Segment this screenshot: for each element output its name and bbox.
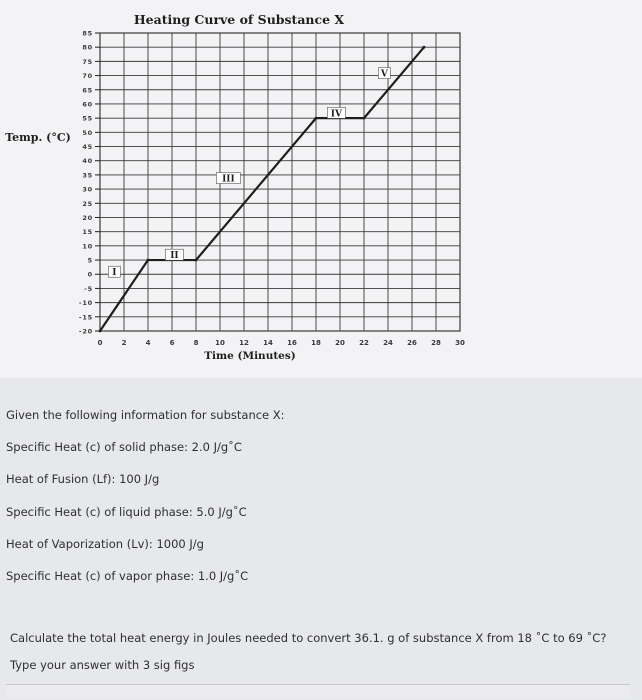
heat-of-vaporization: Heat of Vaporization (Lv): 1000 J/g (6, 537, 204, 551)
x-tick-label: 6 (169, 339, 175, 347)
question-instruction: Type your answer with 3 sig figs (10, 658, 195, 672)
data-point (363, 117, 366, 120)
y-tick-label: 70 (82, 72, 93, 81)
chart-title: Heating Curve of Substance X (133, 12, 345, 27)
region-label: IV (330, 109, 343, 120)
y-tick-label: 50 (82, 128, 93, 137)
x-tick-label: 18 (311, 339, 321, 347)
grid (100, 33, 460, 331)
y-tick-label: -15 (78, 313, 93, 322)
y-tick-label: 0 (87, 270, 93, 279)
y-tick-label: -20 (78, 327, 93, 336)
specific-heat-liquid: Specific Heat (c) of liquid phase: 5.0 J/g˚C (6, 505, 247, 519)
info-intro: Given the following information for substance X: (6, 408, 285, 422)
x-tick-label: 30 (455, 339, 465, 347)
plot-frame (100, 33, 460, 331)
y-tick-label: 30 (82, 185, 93, 194)
y-tick-label: -5 (84, 284, 93, 293)
y-tick-label: 15 (82, 228, 93, 237)
x-tick-label: 2 (121, 339, 127, 347)
data-point (99, 330, 102, 333)
region-label: II (170, 251, 179, 262)
x-tick-label: 0 (97, 339, 103, 347)
x-tick-label: 10 (215, 339, 225, 347)
specific-heat-solid: Specific Heat (c) of solid phase: 2.0 J/g˚C (6, 440, 242, 454)
y-axis-label: Temp. (°C) (5, 131, 71, 144)
data-point (423, 46, 426, 49)
question-text: Calculate the total heat energy in Joules needed to convert 36.1. g of substance X from 18 ˚C to 69 ˚C? (10, 631, 607, 645)
x-tick-label: 26 (407, 339, 417, 347)
data-point (147, 259, 150, 262)
y-tick-label: 80 (82, 43, 93, 52)
y-tick-labels (79, 30, 100, 336)
y-tick-label: 25 (82, 199, 93, 208)
y-tick-label: 55 (82, 114, 93, 123)
y-tick-label: 45 (82, 143, 93, 152)
phase-region-labels (108, 68, 390, 279)
x-tick-label: 22 (359, 339, 369, 347)
x-tick-label: 28 (431, 339, 441, 347)
x-axis-label: Time (Minutes) (204, 350, 296, 362)
x-tick-labels (98, 339, 465, 347)
region-label: I (112, 268, 117, 279)
region-label: V (380, 69, 388, 80)
heat-of-fusion: Heat of Fusion (Lf): 100 J/g (6, 472, 160, 486)
y-tick-label: 65 (82, 86, 93, 95)
y-tick-label: 60 (82, 100, 93, 109)
region-label: III (222, 174, 235, 185)
y-tick-label: 5 (87, 256, 93, 265)
y-tick-label: 10 (82, 242, 93, 251)
y-tick-label: 20 (82, 213, 93, 222)
x-tick-label: 4 (145, 339, 151, 347)
x-tick-label: 12 (239, 339, 249, 347)
y-tick-label: 40 (82, 157, 93, 166)
x-tick-label: 20 (335, 339, 345, 347)
specific-heat-vapor: Specific Heat (c) of vapor phase: 1.0 J/g˚C (6, 569, 249, 583)
y-tick-label: 85 (82, 29, 93, 38)
answer-input-area[interactable] (6, 684, 630, 699)
x-tick-label: 8 (193, 339, 199, 347)
data-point (315, 117, 318, 120)
x-tick-label: 14 (263, 339, 273, 347)
x-tick-label: 24 (383, 339, 393, 347)
x-tick-label: 16 (287, 339, 297, 347)
y-tick-label: 35 (82, 171, 93, 180)
y-tick-label: -10 (78, 299, 93, 308)
data-point (195, 259, 198, 262)
y-tick-label: 75 (82, 57, 93, 66)
